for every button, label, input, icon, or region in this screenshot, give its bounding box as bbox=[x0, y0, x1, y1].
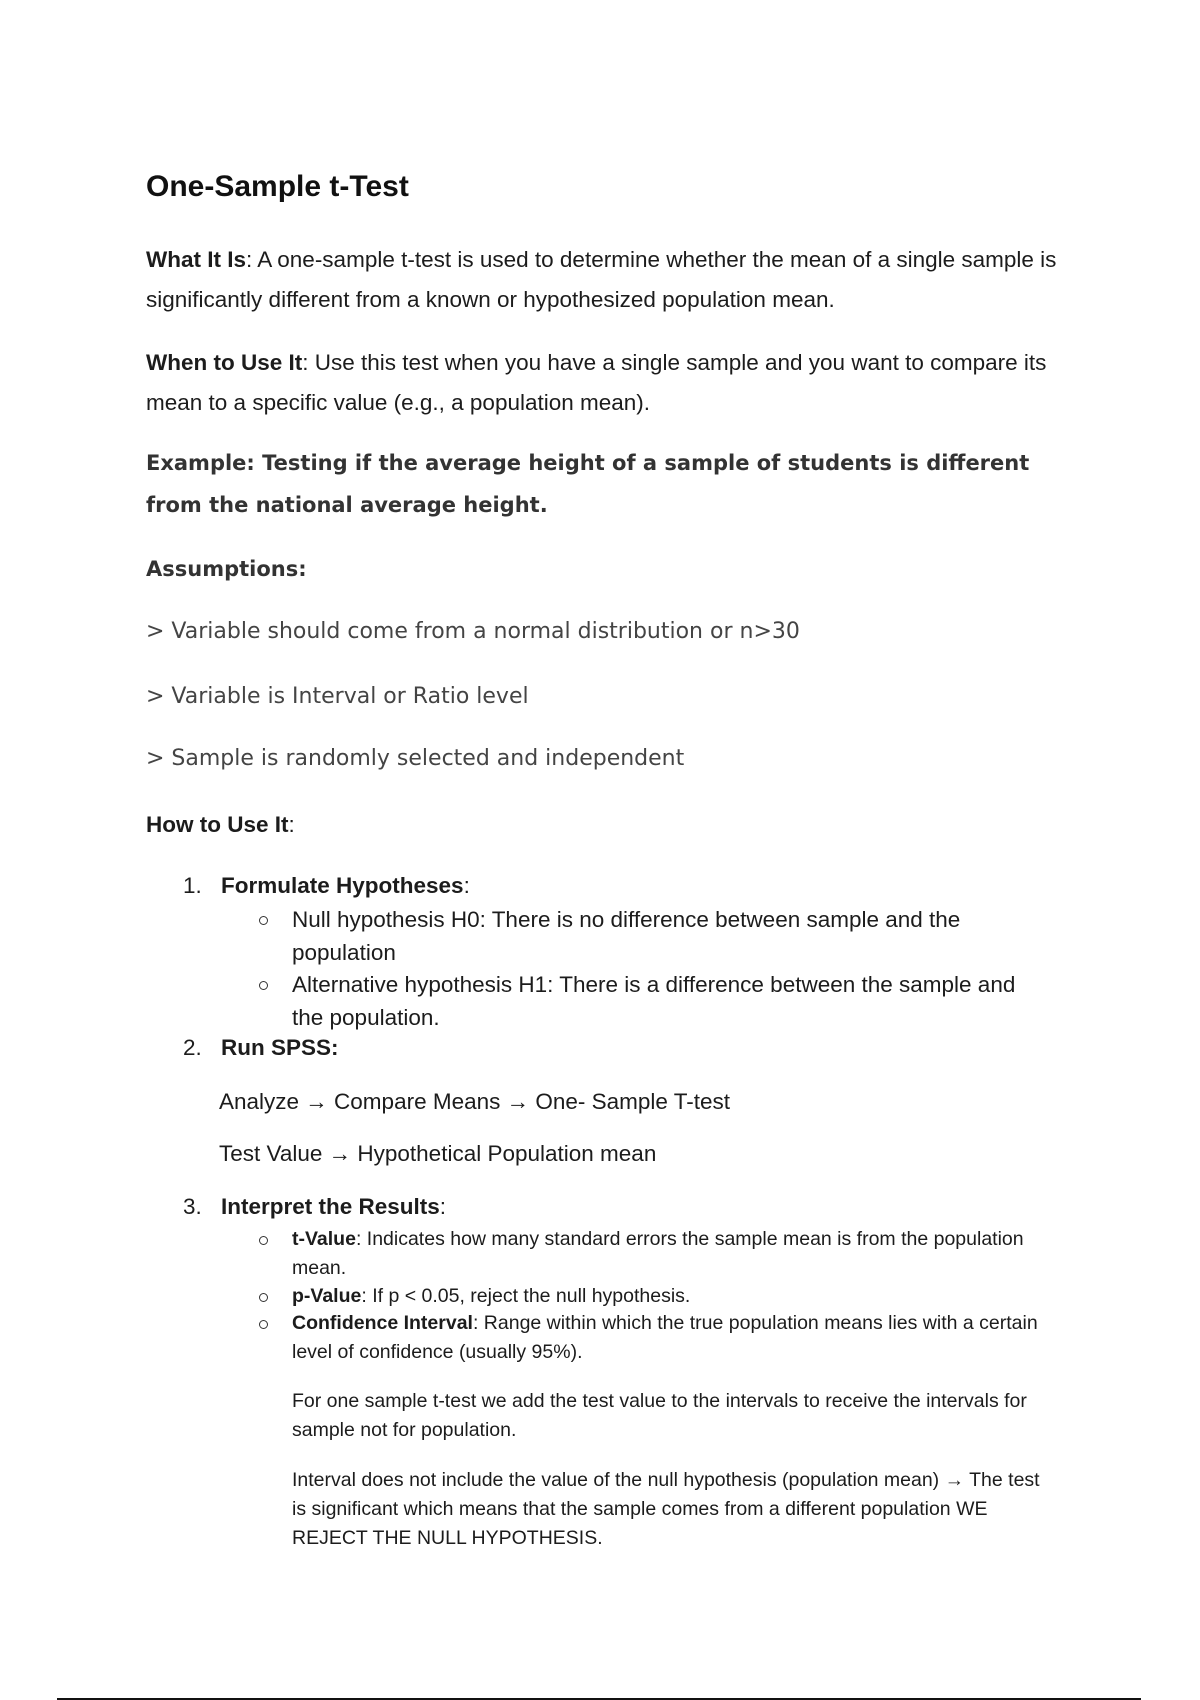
step-interpret-results bbox=[183, 1194, 447, 1220]
when-to-use-label: When to Use It bbox=[146, 350, 303, 375]
step-label: Formulate Hypotheses bbox=[221, 873, 464, 898]
spss-test-value: Test Value → Hypothetical Population mean bbox=[219, 1141, 657, 1166]
note-reject-null: Interval does not include the value of the null hypothesis (population mean) → The test is significant which means that the sample comes from a different population WE REJECT THE NULL HYPOTHESIS. bbox=[292, 1469, 1040, 1549]
list-item-alternative-hypothesis bbox=[292, 968, 1032, 1034]
assumption-item: > Variable is Interval or Ratio level bbox=[146, 684, 529, 709]
step-run-spss bbox=[183, 1035, 339, 1061]
when-to-use-paragraph bbox=[146, 343, 1086, 423]
assumption-item: > Sample is randomly selected and independent bbox=[146, 746, 685, 771]
note-test-value: For one sample t-test we add the test value to the intervals to receive the intervals for sample not for population. bbox=[292, 1390, 1027, 1441]
t-value-label: t-Value bbox=[292, 1228, 356, 1250]
t-value-text: : Indicates how many standard errors the sample mean is from the population mean. bbox=[292, 1228, 1024, 1279]
step-formulate-hypotheses bbox=[183, 873, 470, 899]
assumptions-heading: Assumptions: bbox=[146, 557, 307, 581]
confidence-interval-label: Confidence Interval bbox=[292, 1312, 473, 1334]
list-item-t-value bbox=[292, 1225, 1052, 1283]
list-item-p-value bbox=[292, 1282, 1052, 1311]
assumption-item: > Variable should come from a normal distribution or n>30 bbox=[146, 619, 800, 644]
list-item-null-hypothesis bbox=[292, 903, 1032, 969]
null-hypothesis-text: Null hypothesis H0: There is no difference between sample and the population bbox=[292, 907, 961, 965]
confidence-interval-text: : Range within which the true population means lies with a certain level of confidence (usually 95%). bbox=[292, 1312, 1038, 1363]
alternative-hypothesis-text: Alternative hypothesis H1: There is a difference between the sample and the population. bbox=[292, 972, 1016, 1030]
step-suffix: : bbox=[439, 1194, 447, 1219]
step-number: 2. bbox=[183, 1035, 202, 1060]
hollow-bullet-icon bbox=[259, 916, 268, 925]
how-to-use-label: How to Use It bbox=[146, 812, 289, 837]
list-item-confidence-interval bbox=[292, 1309, 1052, 1367]
hollow-bullet-icon bbox=[259, 1236, 268, 1245]
step-number: 3. bbox=[183, 1194, 202, 1219]
hollow-bullet-icon bbox=[259, 1293, 268, 1302]
how-to-use-heading bbox=[146, 812, 295, 838]
p-value-label: p-Value bbox=[292, 1285, 362, 1307]
step-number: 1. bbox=[183, 873, 202, 898]
spss-menu-path: Analyze → Compare Means → One- Sample T-test bbox=[219, 1089, 731, 1114]
what-it-is-label: What It Is bbox=[146, 247, 246, 272]
step-label: Run SPSS: bbox=[221, 1035, 339, 1060]
what-it-is-text: : A one-sample t-test is used to determine whether the mean of a single sample is significantly different from a known or hypothesized population mean. bbox=[146, 247, 1057, 312]
hollow-bullet-icon bbox=[259, 981, 268, 990]
page-title: One-Sample t-Test bbox=[146, 170, 409, 203]
example-paragraph: Example: Testing if the average height of a sample of students is different from the national average height. bbox=[146, 451, 1030, 517]
what-it-is-paragraph bbox=[146, 240, 1086, 320]
p-value-text: : If p < 0.05, reject the null hypothesis. bbox=[361, 1285, 691, 1307]
when-to-use-text: : Use this test when you have a single sample and you want to compare its mean to a specific value (e.g., a population mean). bbox=[146, 350, 1047, 415]
how-to-use-colon: : bbox=[288, 812, 295, 837]
step-suffix: : bbox=[463, 873, 470, 898]
step-label: Interpret the Results bbox=[221, 1194, 440, 1219]
hollow-bullet-icon bbox=[259, 1320, 268, 1329]
